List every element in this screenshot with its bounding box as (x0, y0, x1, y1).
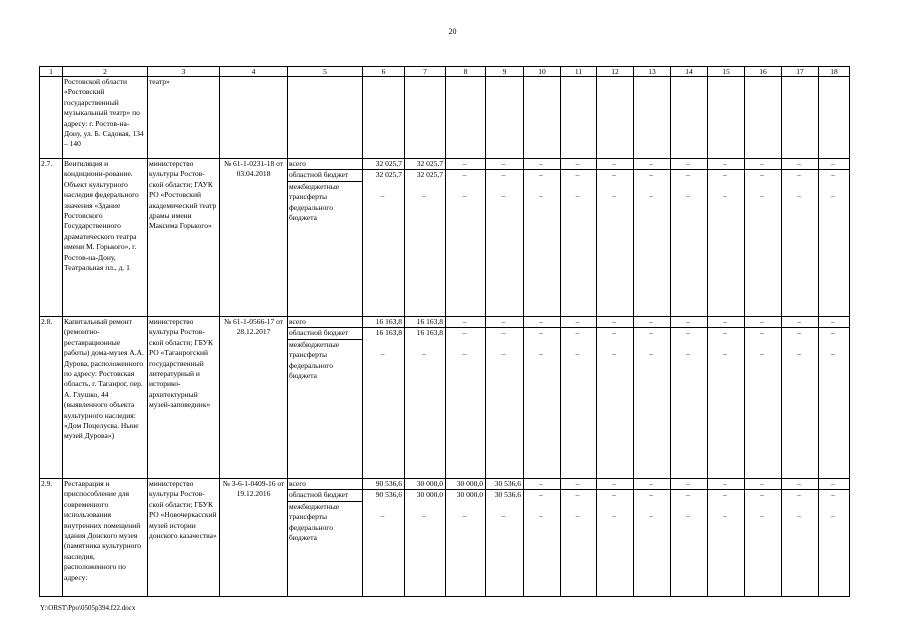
funding-source: межбюджетные трансферты федерального бюджета (289, 339, 340, 381)
cell-document: № 3-6-1-0409-16 от 19.12.2016 (220, 479, 288, 597)
value-cell (446, 479, 486, 597)
cell-executor: министерство культуры Ростов-ской области; ГАУК РО «Ростовский академический театр драмы имени Максима Горького» (148, 159, 220, 317)
value-line: – (686, 328, 690, 338)
value-line: – (819, 479, 849, 490)
value-line: – (462, 511, 467, 521)
value-line: – (708, 159, 744, 170)
value-line: – (782, 479, 818, 490)
column-header: 17 (782, 67, 819, 77)
column-header: 1 (40, 67, 63, 77)
value-line: – (686, 349, 690, 359)
cell-executor: театр» (148, 77, 220, 159)
value-line: – (486, 317, 523, 328)
table-body (40, 67, 850, 597)
value-line: – (671, 317, 707, 328)
value-line: – (575, 170, 580, 180)
value-line: – (524, 159, 560, 170)
value-line: – (797, 511, 801, 521)
cell-sources (288, 479, 363, 597)
value-line: – (671, 479, 707, 490)
value-line: 32 025,7 (405, 159, 445, 170)
value-line: – (797, 349, 801, 359)
value-cell (486, 317, 524, 479)
value-line: 30 536,6 (494, 490, 521, 500)
value-line: – (760, 191, 764, 201)
page-number: 20 (448, 27, 457, 36)
value-line: – (486, 159, 523, 170)
value-cell (819, 159, 850, 317)
value-line: – (797, 170, 801, 180)
value-cell (405, 479, 446, 597)
value-line: – (782, 317, 818, 328)
value-line: – (380, 349, 385, 359)
value-line: – (760, 170, 764, 180)
value-line: – (561, 479, 596, 490)
value-line: – (561, 159, 596, 170)
value-line: – (723, 511, 727, 521)
value-cell (597, 159, 634, 317)
value-cell (708, 317, 745, 479)
value-line: – (422, 191, 426, 201)
header-row (40, 67, 850, 77)
value-line: – (760, 490, 764, 500)
value-line: – (539, 170, 543, 180)
value-line: 90 536,6 (363, 479, 404, 490)
value-cell (671, 317, 708, 479)
value-line: – (597, 317, 633, 328)
column-header: 16 (745, 67, 782, 77)
value-line: – (612, 511, 616, 521)
column-header: 11 (561, 67, 597, 77)
value-cell (819, 317, 850, 479)
value-line: – (760, 328, 764, 338)
value-line: – (634, 159, 670, 170)
file-path-footer: Y:\ORST\Ppo\0505p394.f22.docx (40, 604, 136, 612)
value-cell (634, 159, 671, 317)
value-cell (782, 159, 819, 317)
column-header: 12 (597, 67, 634, 77)
value-line: – (575, 328, 580, 338)
cell-object-name: Вентиляция и кондициони-рование. Объект культурного наследия федерального значения «Здание Ростовского Государственного драматического театра имени М. Горького», г. Ростов-на-Дону, Театральная пл., д. 1 (63, 159, 148, 317)
value-line: – (831, 511, 835, 521)
funding-source: всего (288, 159, 362, 170)
cell-executor: министерство культуры Ростов-ской области; ГБУК РО «Новочеркасский музей истории донского казачества» (148, 479, 220, 597)
value-cell (671, 159, 708, 317)
value-line: – (380, 511, 385, 521)
column-header: 8 (446, 67, 486, 77)
funding-source: межбюджетные трансферты федерального бюджета (289, 501, 340, 543)
value-cell (782, 479, 819, 597)
value-line: – (745, 479, 781, 490)
cell-object-name: Реставрация и приспособление для современного использования внутренних помещений здания Донского музея (памятника культурного наследия, расположенного по адресу: (63, 479, 148, 597)
value-line: – (797, 328, 801, 338)
column-header: 7 (405, 67, 446, 77)
value-line: – (501, 170, 506, 180)
cell-num: 2.7. (40, 159, 63, 317)
value-line: – (575, 191, 580, 201)
column-header: 4 (220, 67, 288, 77)
value-line: – (723, 191, 727, 201)
value-line: – (649, 170, 653, 180)
cell-sources (288, 159, 363, 317)
funding-source: областной бюджет (288, 328, 362, 339)
value-line: – (462, 191, 467, 201)
table-row (40, 479, 850, 597)
value-line: – (671, 159, 707, 170)
column-header: 15 (708, 67, 745, 77)
value-line: – (462, 328, 467, 338)
value-line: – (501, 328, 506, 338)
value-line: – (539, 349, 543, 359)
value-cell (819, 479, 850, 597)
value-cell (745, 479, 782, 597)
value-cell (561, 317, 597, 479)
value-line: – (831, 328, 835, 338)
continuation-row (40, 77, 850, 159)
value-line: 16 163,8 (416, 328, 443, 338)
funding-source: всего (288, 479, 362, 490)
value-cell (782, 317, 819, 479)
cell-object-name: Капитальный ремонт (ремонтно-реставрационные работы) дома-музея А.А. Дурова, расположенного по адресу: Ростовская область, г. Таганрог, пер. А. Глушко, 44 (выявленного объекта культурного наследия: «Дом Поцелуєва. Ныне музей Дурова») (63, 317, 148, 479)
value-line: – (819, 317, 849, 328)
value-line: – (422, 349, 426, 359)
value-line: – (686, 511, 690, 521)
value-line: – (686, 191, 690, 201)
value-line: – (612, 328, 616, 338)
value-line: – (524, 317, 560, 328)
value-line: 16 163,8 (405, 317, 445, 328)
value-line: – (649, 328, 653, 338)
value-cell (597, 479, 634, 597)
funding-source: областной бюджет (288, 490, 362, 501)
column-header: 18 (819, 67, 850, 77)
value-cell (708, 479, 745, 597)
value-cell (634, 317, 671, 479)
value-line: – (462, 349, 467, 359)
value-line: 16 163,8 (363, 317, 404, 328)
column-header: 3 (148, 67, 220, 77)
column-header: 6 (363, 67, 405, 77)
value-cell (486, 159, 524, 317)
funding-source: всего (288, 317, 362, 328)
value-cell (363, 317, 405, 479)
value-cell (524, 479, 561, 597)
value-line: – (649, 349, 653, 359)
column-header: 10 (524, 67, 561, 77)
value-line: – (575, 511, 580, 521)
cell-executor: министерство культуры Ростов-ской области; ГБУК РО «Таганрогский государственный литературный и историко-архитектурный музей-заповедник» (148, 317, 220, 479)
value-cell (708, 159, 745, 317)
value-line: 32 025,7 (375, 170, 402, 180)
value-line: 32 025,7 (416, 170, 443, 180)
value-cell (486, 479, 524, 597)
funding-source: областной бюджет (288, 170, 362, 181)
value-line: 32 025,7 (363, 159, 404, 170)
value-line: – (831, 490, 835, 500)
value-cell (597, 317, 634, 479)
value-cell (405, 159, 446, 317)
value-cell (524, 317, 561, 479)
value-line: – (649, 191, 653, 201)
value-line: 16 163,8 (375, 328, 402, 338)
value-line: 30 536,6 (486, 479, 523, 490)
value-cell (524, 159, 561, 317)
funding-source: межбюджетные трансферты федерального бюджета (289, 181, 340, 223)
value-cell (561, 159, 597, 317)
value-line: – (501, 349, 506, 359)
value-line: – (575, 349, 580, 359)
value-line: – (723, 490, 727, 500)
value-line: – (539, 328, 543, 338)
value-cell (671, 479, 708, 597)
value-cell (405, 317, 446, 479)
value-line: – (524, 479, 560, 490)
value-line: – (380, 191, 385, 201)
value-line: – (708, 479, 744, 490)
table-row (40, 159, 850, 317)
cell-document: № 61-1-0231-18 от 03.04.2018 (220, 159, 288, 317)
value-line: – (819, 159, 849, 170)
value-line: – (723, 328, 727, 338)
value-line: – (782, 159, 818, 170)
column-header: 13 (634, 67, 671, 77)
cell-document: № 61-1-0566-17 от 28.12.2017 (220, 317, 288, 479)
value-line: – (501, 191, 506, 201)
cell-num (40, 77, 63, 159)
value-line: – (539, 490, 543, 500)
cell-num: 2.8. (40, 317, 63, 479)
value-line: – (634, 479, 670, 490)
value-line: 30 000,0 (405, 479, 445, 490)
value-line: – (446, 159, 485, 170)
budget-table (39, 66, 850, 597)
cell-object-name: Ростовской области «Ростовский государственный музыкальный театр» по адресу: г. Ростов-на-Дону, ул. Б. Садовая, 134 – 140 (63, 77, 148, 159)
value-line: 30 000,0 (456, 490, 483, 500)
value-cell (561, 479, 597, 597)
value-line: – (539, 191, 543, 201)
value-line: – (612, 191, 616, 201)
value-line: – (797, 490, 801, 500)
value-line: – (708, 317, 744, 328)
value-line: – (723, 170, 727, 180)
cell-sources (288, 317, 363, 479)
value-line: – (575, 490, 580, 500)
column-header: 9 (486, 67, 524, 77)
value-line: – (597, 479, 633, 490)
column-header: 5 (288, 67, 363, 77)
value-line: 90 536,6 (375, 490, 402, 500)
value-line: – (649, 490, 653, 500)
value-cell (745, 317, 782, 479)
value-line: – (561, 317, 596, 328)
value-line: – (686, 170, 690, 180)
value-line: 30 000,0 (446, 479, 485, 490)
value-line: – (686, 490, 690, 500)
value-line: – (422, 511, 426, 521)
value-line: – (649, 511, 653, 521)
cell-num: 2.9. (40, 479, 63, 597)
value-line: – (831, 349, 835, 359)
value-cell (446, 317, 486, 479)
value-line: – (501, 511, 506, 521)
value-line: – (745, 317, 781, 328)
value-line: – (446, 317, 485, 328)
value-line: – (597, 159, 633, 170)
value-cell (745, 159, 782, 317)
value-cell (363, 159, 405, 317)
value-line: – (539, 511, 543, 521)
value-line: – (723, 349, 727, 359)
value-cell (634, 479, 671, 597)
table-row (40, 317, 850, 479)
value-line: – (612, 170, 616, 180)
value-line: – (612, 490, 616, 500)
value-line: – (634, 317, 670, 328)
value-line: – (831, 191, 835, 201)
value-line: – (462, 170, 467, 180)
column-header: 14 (671, 67, 708, 77)
value-line: – (745, 159, 781, 170)
value-line: – (760, 511, 764, 521)
value-cell (446, 159, 486, 317)
value-line: – (831, 170, 835, 180)
value-cell (363, 479, 405, 597)
value-line: – (760, 349, 764, 359)
column-header: 2 (63, 67, 148, 77)
value-line: – (797, 191, 801, 201)
value-line: 30 000,0 (416, 490, 443, 500)
value-line: – (612, 349, 616, 359)
